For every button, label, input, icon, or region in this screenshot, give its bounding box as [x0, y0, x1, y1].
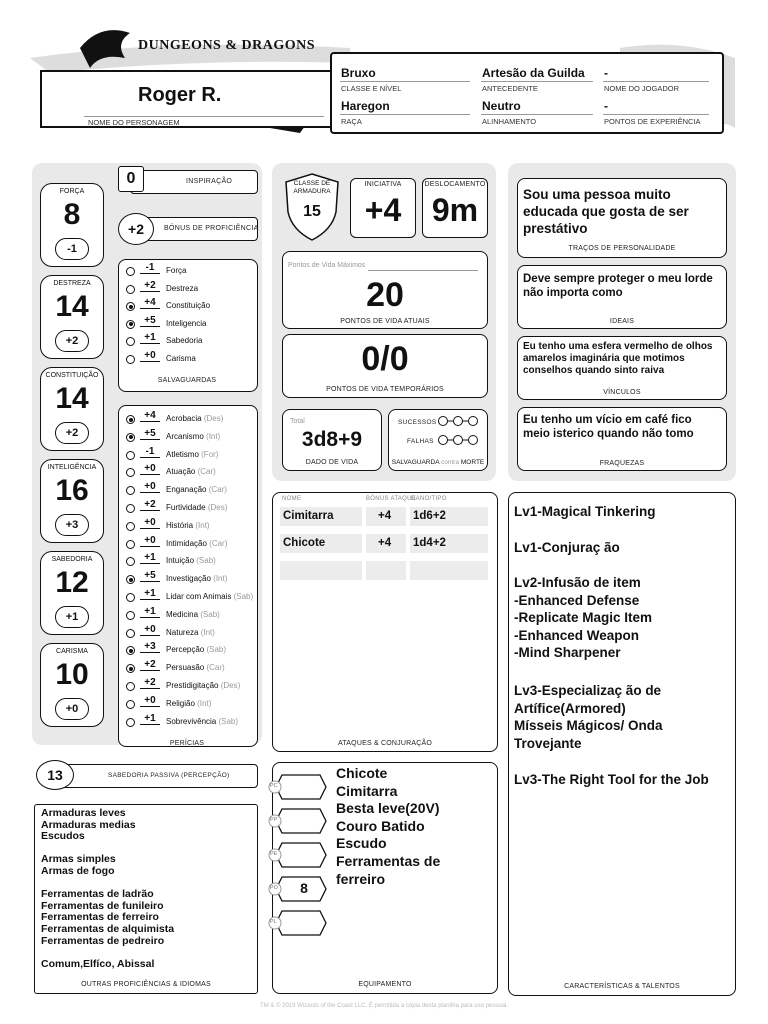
label-text: Natureza [166, 627, 199, 637]
coin-slot[interactable] [268, 806, 328, 836]
save-name [166, 336, 202, 345]
proficiency-checkbox[interactable] [126, 718, 135, 727]
skill-ability: (Des) [203, 414, 224, 423]
feature-entry: Lv2-Infusão de item -Enhanced Defense -Replicate Magic Item -Enhanced Weapon -Mind Sharpener [514, 575, 653, 660]
class-level-label: CLASSE E NÍVEL [341, 84, 402, 93]
skill-name [166, 574, 227, 583]
logo: DUNGEONS & DRAGONS [138, 38, 316, 53]
coin-slot[interactable] [268, 874, 328, 904]
attack-name[interactable]: Cimitarra [280, 507, 362, 526]
skill-ability: (Int) [213, 574, 228, 584]
hit-dice-total-label: Total [290, 418, 305, 425]
proficiency-label: BÔNUS DE PROFICIÊNCIA [164, 225, 259, 232]
attack-bonus[interactable] [366, 561, 406, 580]
skill-name [166, 467, 216, 476]
label-text: Medicina [166, 609, 199, 619]
flaws-label: FRAQUEZAS [599, 460, 645, 467]
skill-ability: (Sab) [196, 556, 216, 566]
skill-name [166, 556, 216, 565]
label-text: Religião [166, 698, 195, 708]
skill-name [166, 414, 223, 423]
label-text: Sobrevivência [166, 716, 217, 726]
label-text: Lidar com Animais [166, 592, 232, 601]
background-label: ANTECEDENTE [482, 84, 538, 93]
attacks-col-bonus: BÔNUS ATAQUE [366, 496, 417, 502]
background-value[interactable]: Artesão da Guilda [482, 66, 585, 80]
proficiency-checkbox[interactable] [126, 593, 135, 602]
other-prof-label: OUTRAS PROFICIÊNCIAS & IDIOMAS [81, 981, 211, 988]
passive-label: SABEDORIA PASSIVA (PERCEPÇÃO) [108, 772, 230, 779]
xp-label: PONTOS DE EXPERIÊNCIA [604, 117, 701, 126]
skill-ability: (Sab) [218, 716, 239, 726]
ability-name: INTELIGÊNCIA [47, 464, 97, 471]
coin-slot[interactable] [268, 908, 328, 938]
attack-name[interactable]: Chicote [280, 534, 362, 553]
skill-value: +4 [140, 410, 160, 422]
flaws-text: Eu tenho um vício em café fico meio isterico quando não tomo [523, 414, 694, 440]
skill-value: -1 [140, 446, 160, 458]
proficiency-checkbox[interactable] [126, 611, 135, 620]
skill-name [166, 717, 238, 726]
skill-name [166, 663, 225, 672]
save-value: +2 [140, 280, 160, 292]
proficiency-checkbox[interactable] [126, 540, 135, 549]
proficiency-checkbox[interactable] [126, 682, 135, 691]
skill-ability: (Car) [209, 538, 228, 548]
equipment-label: EQUIPAMENTO [358, 981, 412, 988]
skill-value: +0 [140, 517, 160, 529]
skills-label: PERÍCIAS [169, 740, 205, 747]
save-name [166, 319, 206, 328]
hit-dice-label: DADO DE VIDA [305, 459, 359, 466]
death-saves-success-label: SUCESSOS [398, 419, 437, 426]
proficiency-checkbox[interactable] [126, 320, 135, 329]
skill-value: +2 [140, 499, 160, 511]
ability-box[interactable] [40, 643, 104, 727]
ability-modifier[interactable]: +2 [55, 422, 89, 444]
ability-box[interactable] [40, 275, 104, 359]
character-name: Roger R. [138, 84, 222, 106]
ability-modifier[interactable]: +0 [55, 698, 89, 720]
ability-box[interactable] [40, 551, 104, 635]
skill-ability: (Des) [207, 503, 228, 512]
label-text: Inteligencia [166, 318, 207, 328]
coin-label: PC [270, 783, 278, 789]
skill-ability: (Car) [197, 467, 216, 477]
skill-ability: (Int) [200, 627, 215, 637]
hp-current-value: 20 [366, 276, 404, 314]
attack-damage[interactable]: 1d6+2 [410, 507, 488, 526]
skill-value: +1 [140, 552, 160, 564]
initiative-label: INICIATIVA [364, 181, 402, 188]
ability-box[interactable] [40, 183, 104, 267]
speed-label: DESLOCAMENTO [424, 181, 486, 188]
ability-score: 10 [55, 658, 89, 691]
ability-score: 14 [55, 382, 89, 415]
proficiency-checkbox[interactable] [126, 267, 135, 276]
player-name-label: NOME DO JOGADOR [604, 84, 680, 93]
label-text: Atuação [166, 467, 196, 477]
save-value: +5 [140, 315, 160, 327]
skill-name [166, 539, 227, 548]
ability-box[interactable] [40, 367, 104, 451]
attacks-box [272, 492, 498, 752]
alignment-value[interactable]: Neutro [482, 99, 521, 113]
label-text: Prestidigitação [166, 681, 219, 690]
character-name-label: NOME DO PERSONAGEM [88, 118, 180, 127]
skill-value: +0 [140, 535, 160, 547]
skill-ability: (Sab) [233, 592, 254, 601]
skill-value: +0 [140, 481, 160, 493]
skill-ability: (Car) [208, 485, 227, 495]
ability-name: SABEDORIA [51, 556, 93, 563]
label-text: Sabedoria [166, 336, 203, 346]
skill-name [166, 521, 210, 530]
hp-temp-value: 0/0 [361, 340, 409, 378]
skill-value: +0 [140, 624, 160, 636]
equipment-text: Chicote Cimitarra Besta leve(20V) Couro Batido Escudo Ferramentas de ferreiro [336, 765, 441, 887]
proficiency-checkbox[interactable] [126, 433, 135, 442]
player-name-value[interactable]: - [604, 66, 608, 80]
race-label: RAÇA [341, 117, 362, 126]
proficiency-value[interactable]: +2 [118, 213, 154, 245]
alignment-label: ALINHAMENTO [482, 117, 537, 126]
ability-name: FORÇA [59, 188, 85, 195]
proficiency-checkbox[interactable] [126, 451, 135, 460]
attacks-col-name: NOME [282, 496, 302, 502]
skill-name [166, 681, 240, 690]
label-text: Arcanismo [166, 431, 204, 441]
inspiration-label: INSPIRAÇÃO [186, 178, 233, 185]
hp-max-label: Pontos de Vida Máximos [288, 262, 366, 269]
ability-score: 14 [55, 290, 89, 323]
skill-value: +3 [140, 641, 160, 653]
attacks-label: ATAQUES & CONJURAÇÃO [338, 740, 432, 747]
skill-name [166, 503, 227, 512]
label-text: Acrobacia [166, 414, 202, 423]
footer: TM & © 2019 Wizards of the Coast LLC. É permitida a cópia desta planilha para uso pessoal. [260, 1003, 508, 1009]
armor-class-label: CLASSE DE ARMADURA [293, 180, 331, 195]
coin-label: PE [270, 851, 278, 857]
save-value: +0 [140, 350, 160, 362]
label-text: Intuição [166, 556, 195, 566]
skill-name [166, 485, 227, 494]
attack-damage[interactable] [410, 561, 488, 580]
label-text: Persuasão [166, 663, 205, 673]
proficiency-checkbox[interactable] [126, 285, 135, 294]
ability-modifier[interactable]: +1 [55, 606, 89, 628]
race-value[interactable]: Haregon [341, 99, 390, 113]
hit-dice-value: 3d8+9 [301, 428, 363, 451]
inspiration-value[interactable]: 0 [118, 166, 144, 192]
death-saves-failure-label: FALHAS [407, 438, 434, 445]
skill-name [166, 450, 218, 459]
ability-box[interactable] [40, 459, 104, 543]
skill-value: +2 [140, 659, 160, 671]
ability-modifier[interactable]: -1 [55, 238, 89, 260]
feature-entry: Lv1-Conjuraç ão [514, 540, 620, 555]
label-text: Investigação [166, 574, 211, 584]
skill-ability: (Sab) [206, 645, 227, 655]
label-text: História [166, 520, 194, 530]
personality-text: Sou uma pessoa muito educada que gosta de ser prestátivo [523, 187, 689, 236]
personality-label: TRAÇOS DE PERSONALIDADE [568, 245, 676, 252]
ideals-text: Deve sempre proteger o meu lorde não importa como [523, 273, 713, 299]
save-value: +4 [140, 297, 160, 309]
skill-value: +0 [140, 463, 160, 475]
save-name [166, 284, 198, 293]
attack-bonus[interactable]: +4 [366, 534, 406, 553]
skill-name [166, 432, 220, 441]
feature-entry: Lv3-The Right Tool for the Job [514, 772, 709, 787]
xp-value[interactable]: - [604, 99, 608, 113]
skill-ability: (For) [201, 449, 219, 459]
proficiency-checkbox[interactable] [126, 629, 135, 638]
skill-value: +5 [140, 428, 160, 440]
coin-label: PO [270, 885, 278, 891]
bonds-label: VÍNCULOS [603, 389, 641, 396]
skill-ability: (Car) [206, 663, 225, 673]
ability-name: DESTREZA [53, 280, 91, 287]
save-value: +1 [140, 332, 160, 344]
label-text: Constituição [166, 301, 211, 311]
skill-name [166, 645, 226, 654]
coin-value: 8 [300, 880, 308, 896]
save-value: -1 [140, 262, 160, 274]
ability-score: 16 [55, 474, 89, 507]
skill-value: +0 [140, 695, 160, 707]
skill-ability: (Int) [197, 698, 212, 708]
skill-value: +1 [140, 588, 160, 600]
label-text: Destreza [166, 283, 199, 293]
ideals-label: IDEAIS [609, 318, 635, 325]
saves-label: SALVAGUARDAS [157, 377, 217, 384]
other-prof-text: Armaduras leves Armaduras medias Escudos Armas simples Armas de fogo Ferramentas de ladrão Ferramentas de funileiro Ferramentas de ferreiro Ferramentas de alquimista Ferramentas de pedreiro Comum,Elfíco, Abissal [41, 807, 175, 970]
feature-entry: Lv1-Magical Tinkering [514, 504, 656, 519]
coin-label: PP [270, 817, 278, 823]
ability-modifier[interactable]: +3 [55, 514, 89, 536]
armor-class-value[interactable]: 15 [303, 203, 321, 220]
skill-name [166, 699, 211, 708]
attack-name[interactable] [280, 561, 362, 580]
label-text: Força [166, 266, 187, 275]
attacks-col-damage: DANO/TIPO [411, 496, 447, 502]
ability-score: 8 [63, 198, 81, 231]
proficiency-checkbox[interactable] [126, 415, 135, 424]
death-saves-label: SALVAGUARDA contra MORTE [391, 459, 485, 466]
skill-value: +1 [140, 713, 160, 725]
speed-value: 9m [431, 192, 479, 228]
proficiency-checkbox[interactable] [126, 700, 135, 709]
skill-value: +2 [140, 677, 160, 689]
death-saves-success-checkboxes[interactable] [436, 414, 480, 428]
coin-slot[interactable] [268, 840, 328, 870]
skill-value: +1 [140, 606, 160, 618]
class-level-value[interactable]: Bruxo [341, 66, 376, 80]
label-text: Intimidação [166, 538, 207, 548]
proficiency-checkbox[interactable] [126, 522, 135, 531]
coin-slot[interactable] [268, 772, 328, 802]
label-text: Atletismo [166, 449, 199, 459]
initiative-value: +4 [364, 192, 402, 228]
attack-damage[interactable]: 1d4+2 [410, 534, 488, 553]
skill-value: +5 [140, 570, 160, 582]
hp-current-label: PONTOS DE VIDA ATUAIS [340, 318, 430, 325]
ability-name: CARISMA [56, 648, 88, 655]
skill-name [166, 628, 215, 637]
skill-ability: (Sab) [200, 609, 220, 619]
attack-bonus[interactable]: +4 [366, 507, 406, 526]
death-saves-failure-checkboxes[interactable] [436, 433, 480, 447]
ability-modifier[interactable]: +2 [55, 330, 89, 352]
ability-score: 12 [55, 566, 89, 599]
ability-name: CONSTITUIÇÃO [45, 372, 99, 379]
save-name [166, 354, 196, 363]
proficiency-checkbox[interactable] [126, 355, 135, 364]
label-text: Carisma [166, 354, 196, 363]
label-text: Percepção [166, 645, 205, 655]
skill-ability: (Int) [206, 431, 221, 441]
skill-ability: (Int) [195, 520, 210, 530]
proficiency-checkbox[interactable] [126, 504, 135, 513]
save-name [166, 266, 186, 275]
skill-ability: (Des) [220, 681, 241, 690]
hp-temp-label: PONTOS DE VIDA TEMPORÁRIOS [326, 386, 444, 393]
skill-name [166, 592, 253, 601]
features-label: CARACTERÍSTICAS & TALENTOS [564, 983, 680, 990]
label-text: Enganação [166, 485, 207, 495]
passive-value[interactable]: 13 [36, 760, 74, 790]
feature-entry: Lv3-Especializaç ão de Artífice(Armored) Mísseis Mágicos/ Onda Trovejante [514, 683, 663, 751]
coin-label: PL [270, 919, 277, 925]
skill-name [166, 610, 220, 619]
label-text: Furtividade [166, 503, 206, 512]
bonds-text: Eu tenho uma esfera vermelho de olhos amarelos imaginária que motimos conselhos quando sinto raiva [523, 341, 713, 376]
save-name [166, 301, 210, 310]
